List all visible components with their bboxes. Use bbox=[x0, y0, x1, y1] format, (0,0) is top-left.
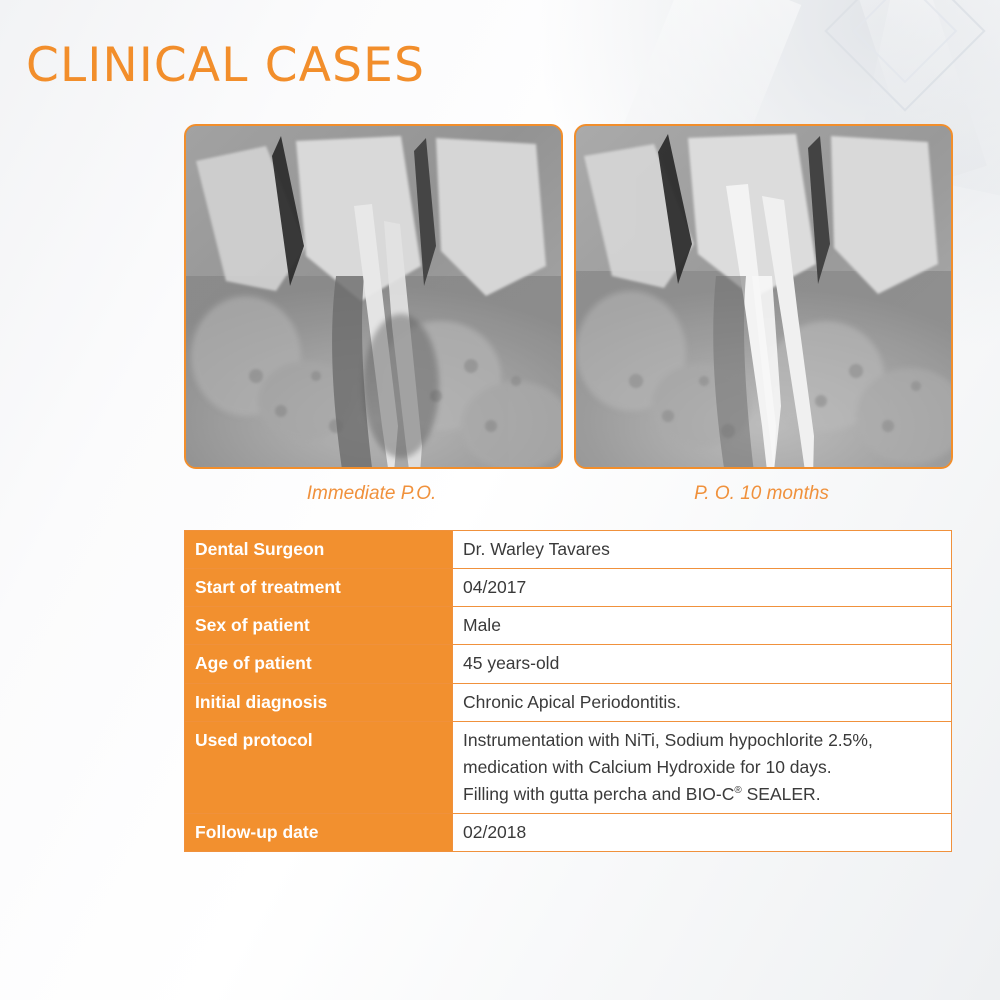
row-label: Age of patient bbox=[185, 645, 453, 683]
row-value: 04/2017 bbox=[453, 569, 952, 607]
row-value: Instrumentation with NiTi, Sodium hypochlorite 2.5%, medication with Calcium Hydroxide for 10 days. Filling with gutta percha and BIO-C® SEALER. bbox=[453, 721, 952, 813]
page-title: CLINICAL CASES bbox=[26, 38, 426, 93]
table-row bbox=[185, 569, 952, 607]
xray-figure-group bbox=[184, 124, 949, 505]
row-value: 45 years-old bbox=[453, 645, 952, 683]
diamond-outline-decoration bbox=[824, 0, 985, 112]
row-value: Male bbox=[453, 607, 952, 645]
row-label: Sex of patient bbox=[185, 607, 453, 645]
table-row bbox=[185, 531, 952, 569]
xray-image-after bbox=[574, 124, 953, 469]
case-details-table bbox=[184, 530, 952, 852]
table-row bbox=[185, 607, 952, 645]
dental-xray-icon bbox=[576, 126, 951, 467]
row-label: Initial diagnosis bbox=[185, 683, 453, 721]
table-row bbox=[185, 645, 952, 683]
figure-caption: P. O. 10 months bbox=[694, 483, 829, 504]
xray-image-before bbox=[184, 124, 563, 469]
row-label: Start of treatment bbox=[185, 569, 453, 607]
table-row bbox=[185, 721, 952, 813]
row-label: Used protocol bbox=[185, 721, 453, 813]
row-label: Follow-up date bbox=[185, 814, 453, 852]
figure-caption: Immediate P.O. bbox=[306, 483, 437, 504]
dental-xray-icon bbox=[186, 126, 561, 467]
diamond-outline-decoration bbox=[853, 0, 958, 83]
row-label: Dental Surgeon bbox=[185, 531, 453, 569]
figure-before bbox=[184, 124, 559, 505]
table-row bbox=[185, 814, 952, 852]
figure-after bbox=[574, 124, 949, 505]
table-row bbox=[185, 683, 952, 721]
row-value: Dr. Warley Tavares bbox=[453, 531, 952, 569]
row-value: 02/2018 bbox=[453, 814, 952, 852]
row-value: Chronic Apical Periodontitis. bbox=[453, 683, 952, 721]
